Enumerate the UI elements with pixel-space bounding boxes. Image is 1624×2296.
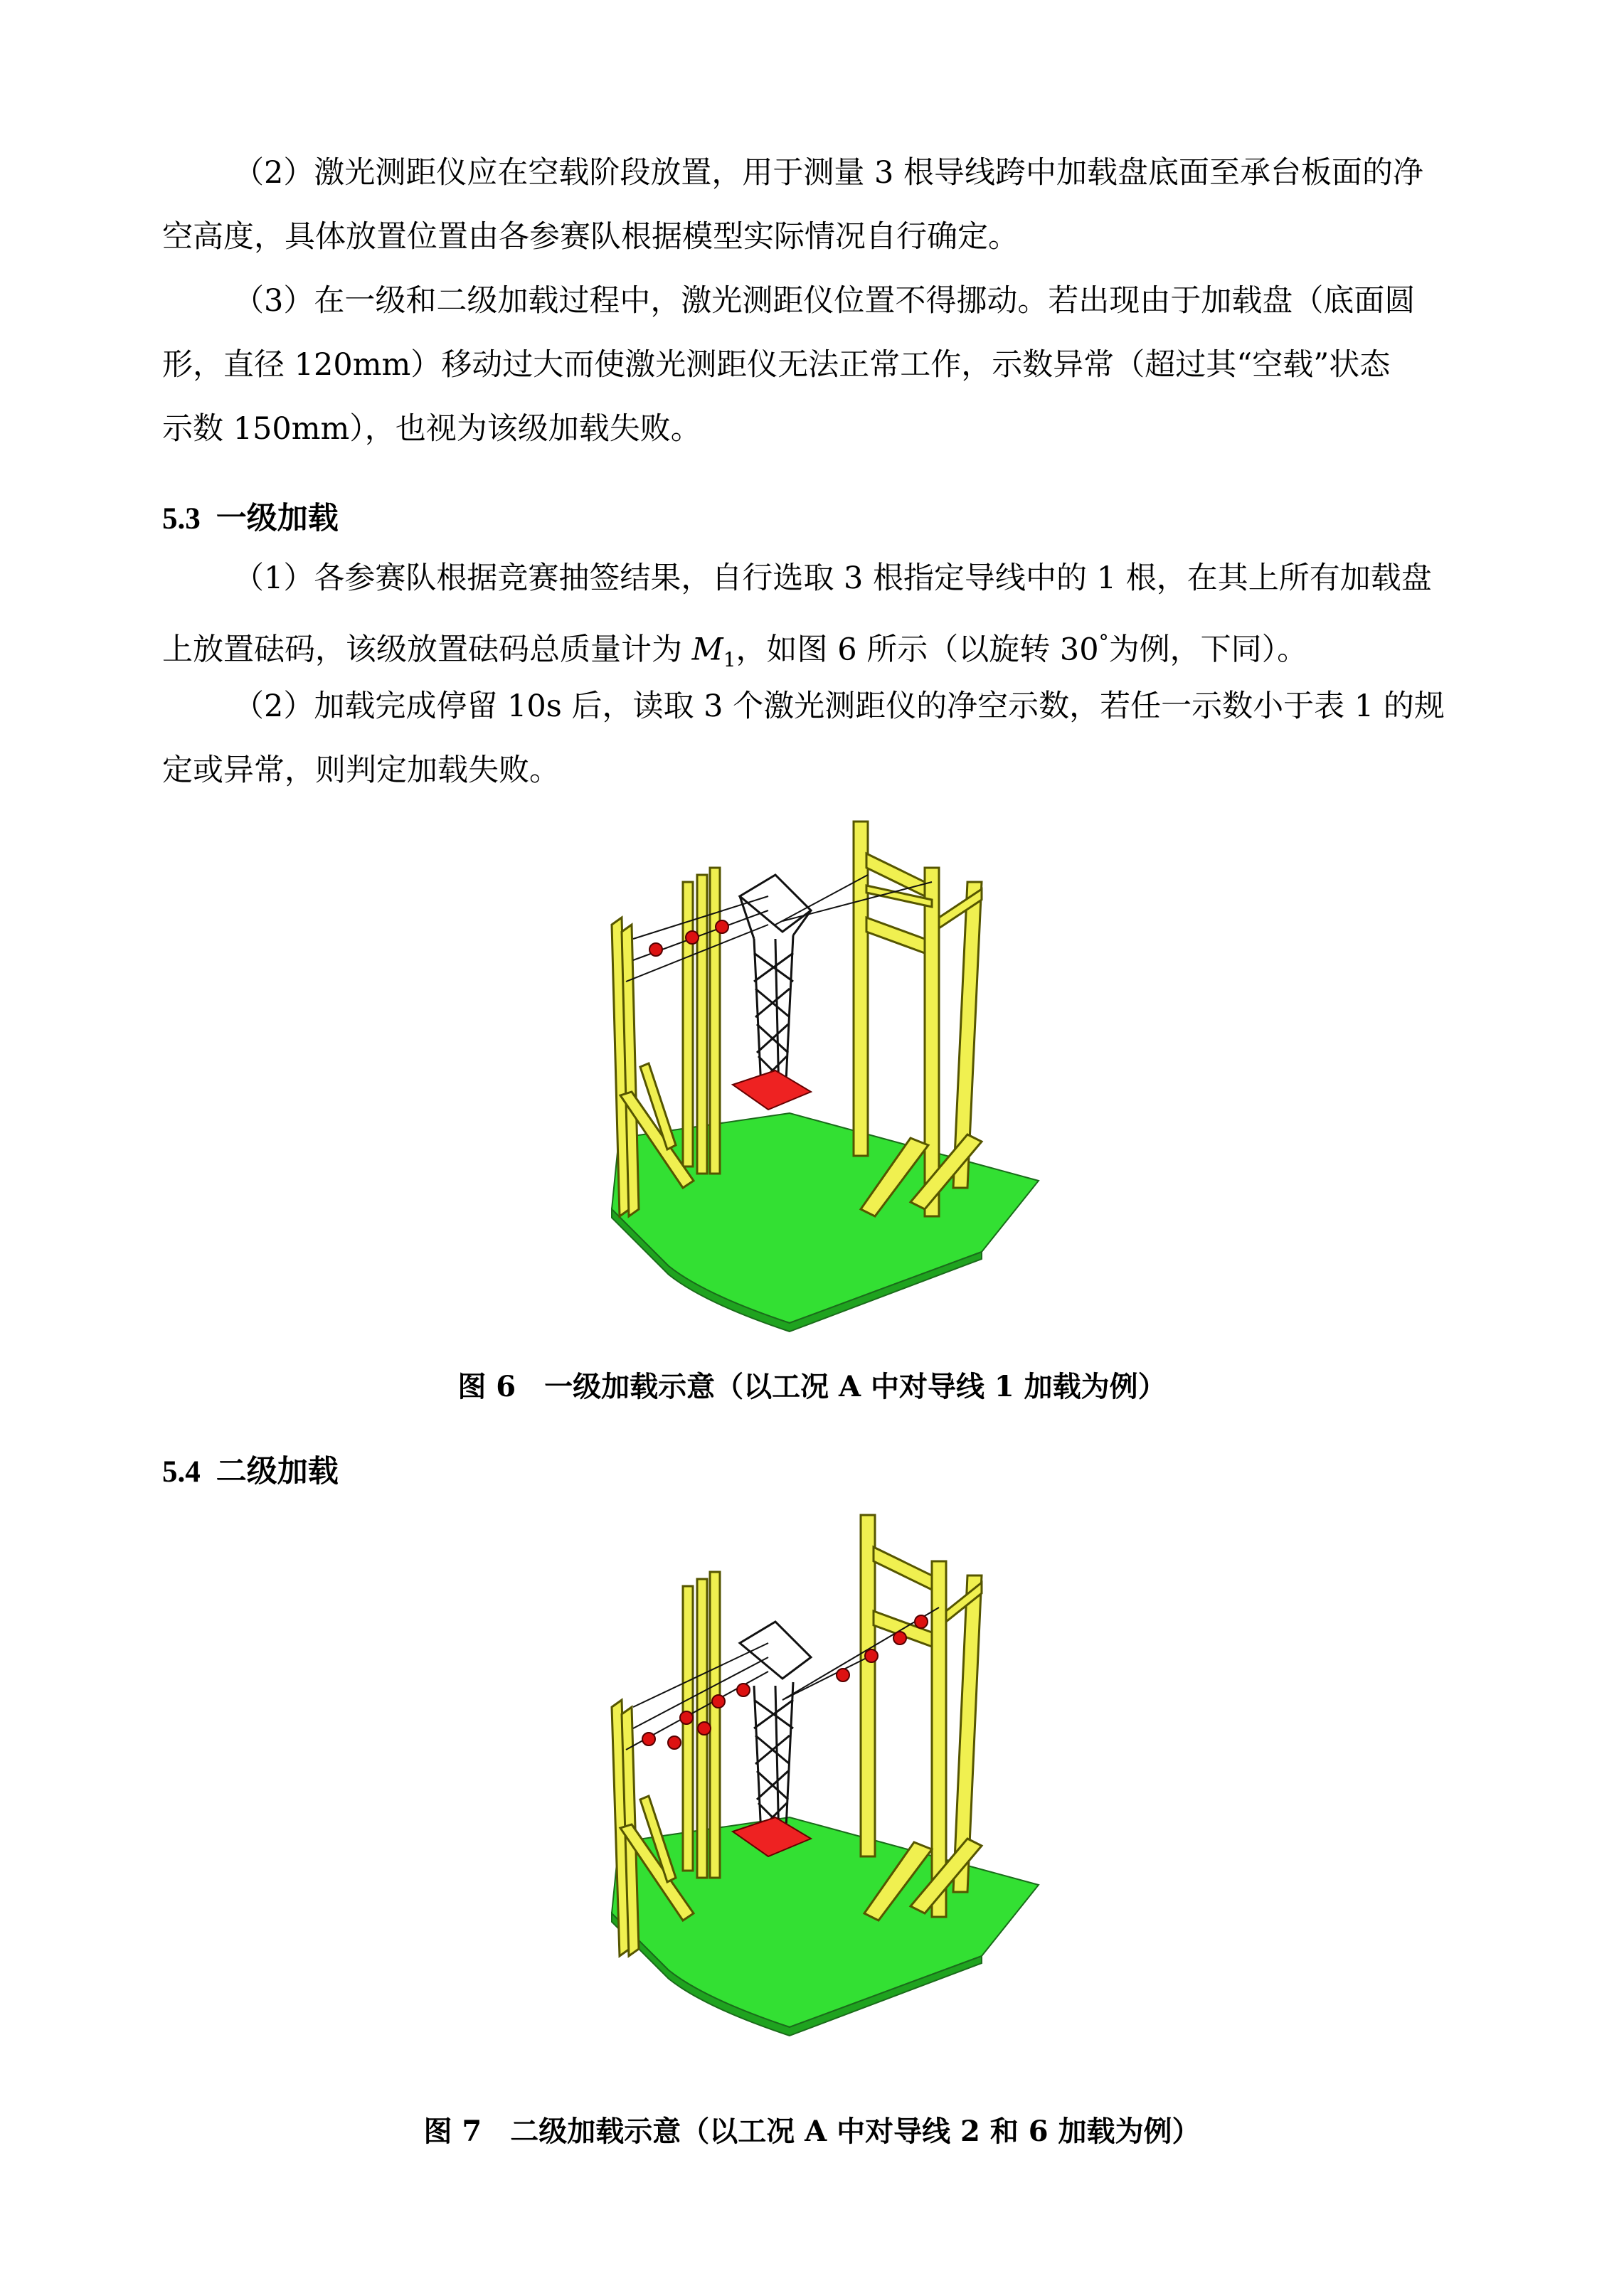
text-line: （1）各参赛队根据竞赛抽签结果，自行选取 3 根指定导线中的 1 根，在其上所有加载盘 [233, 560, 1432, 596]
section-number: 5.4 [162, 1455, 201, 1489]
section-heading-5-4 [162, 1447, 339, 1491]
figure-6-label: 图 6 [457, 1370, 516, 1403]
text-segment: 为例，下同）。 [1108, 632, 1308, 668]
variable-m: M [691, 632, 723, 668]
figure-7-caption [0, 2109, 1624, 2149]
lattice-tower [740, 875, 811, 1095]
text-segment: 上放置砝码，该级放置砝码总质量计为 [162, 632, 692, 668]
text-line: （2）激光测距仪应在空载阶段放置，用于测量 3 根导线跨中加载盘底面至承台板面的净 [233, 155, 1424, 191]
section-number: 5.3 [162, 502, 201, 536]
paragraph-laser-fixed [162, 269, 1478, 461]
section-title: 二级加载 [216, 1454, 339, 1489]
lattice-tower [740, 1622, 811, 1842]
variable-subscript: 1 [723, 647, 736, 671]
text-line: 空高度，具体放置位置由各参赛队根据模型实际情况自行确定。 [162, 219, 1019, 255]
figure-7-illustration [598, 1508, 1060, 2063]
figure-6-drawing [598, 811, 1060, 1351]
section-heading-5-3 [162, 494, 339, 538]
text-line: （2）加载完成停留 10s 后，读取 3 个激光测距仪的净空示数，若任一示数小于表 1 的规 [233, 689, 1445, 724]
paragraph-laser-placement [162, 141, 1478, 269]
left-tower-frame [612, 868, 720, 1216]
text-line: （3）在一级和二级加载过程中，激光测距仪位置不得挪动。若出现由于加载盘（底面圆 [233, 283, 1416, 319]
figure-6-caption [0, 1364, 1624, 1405]
section-title: 一级加载 [216, 501, 339, 536]
text-segment: ，如图 6 所示（以旋转 30 [736, 632, 1099, 668]
degree-symbol: ° [1098, 630, 1109, 654]
paragraph-level1-reading [162, 674, 1478, 802]
tower-base-plate [733, 1070, 811, 1110]
figure-6-caption-text: 一级加载示意（以工况 A 中对导线 1 加载为例） [544, 1370, 1167, 1403]
figure-7-label: 图 7 [423, 2115, 482, 2148]
figure-7-caption-text: 二级加载示意（以工况 A 中对导线 2 和 6 加载为例） [510, 2115, 1201, 2148]
text-line: 定或异常，则判定加载失败。 [162, 753, 560, 788]
text-line: 示数 150mm），也视为该级加载失败。 [162, 411, 701, 447]
paragraph-level1-selection [162, 546, 1478, 692]
text-line: 形，直径 120mm）移动过大而使激光测距仪无法正常工作，示数异常（超过其“空载”状态 [162, 347, 1391, 383]
figure-6-illustration [598, 811, 1060, 1351]
figure-7-drawing [598, 1508, 1060, 2063]
